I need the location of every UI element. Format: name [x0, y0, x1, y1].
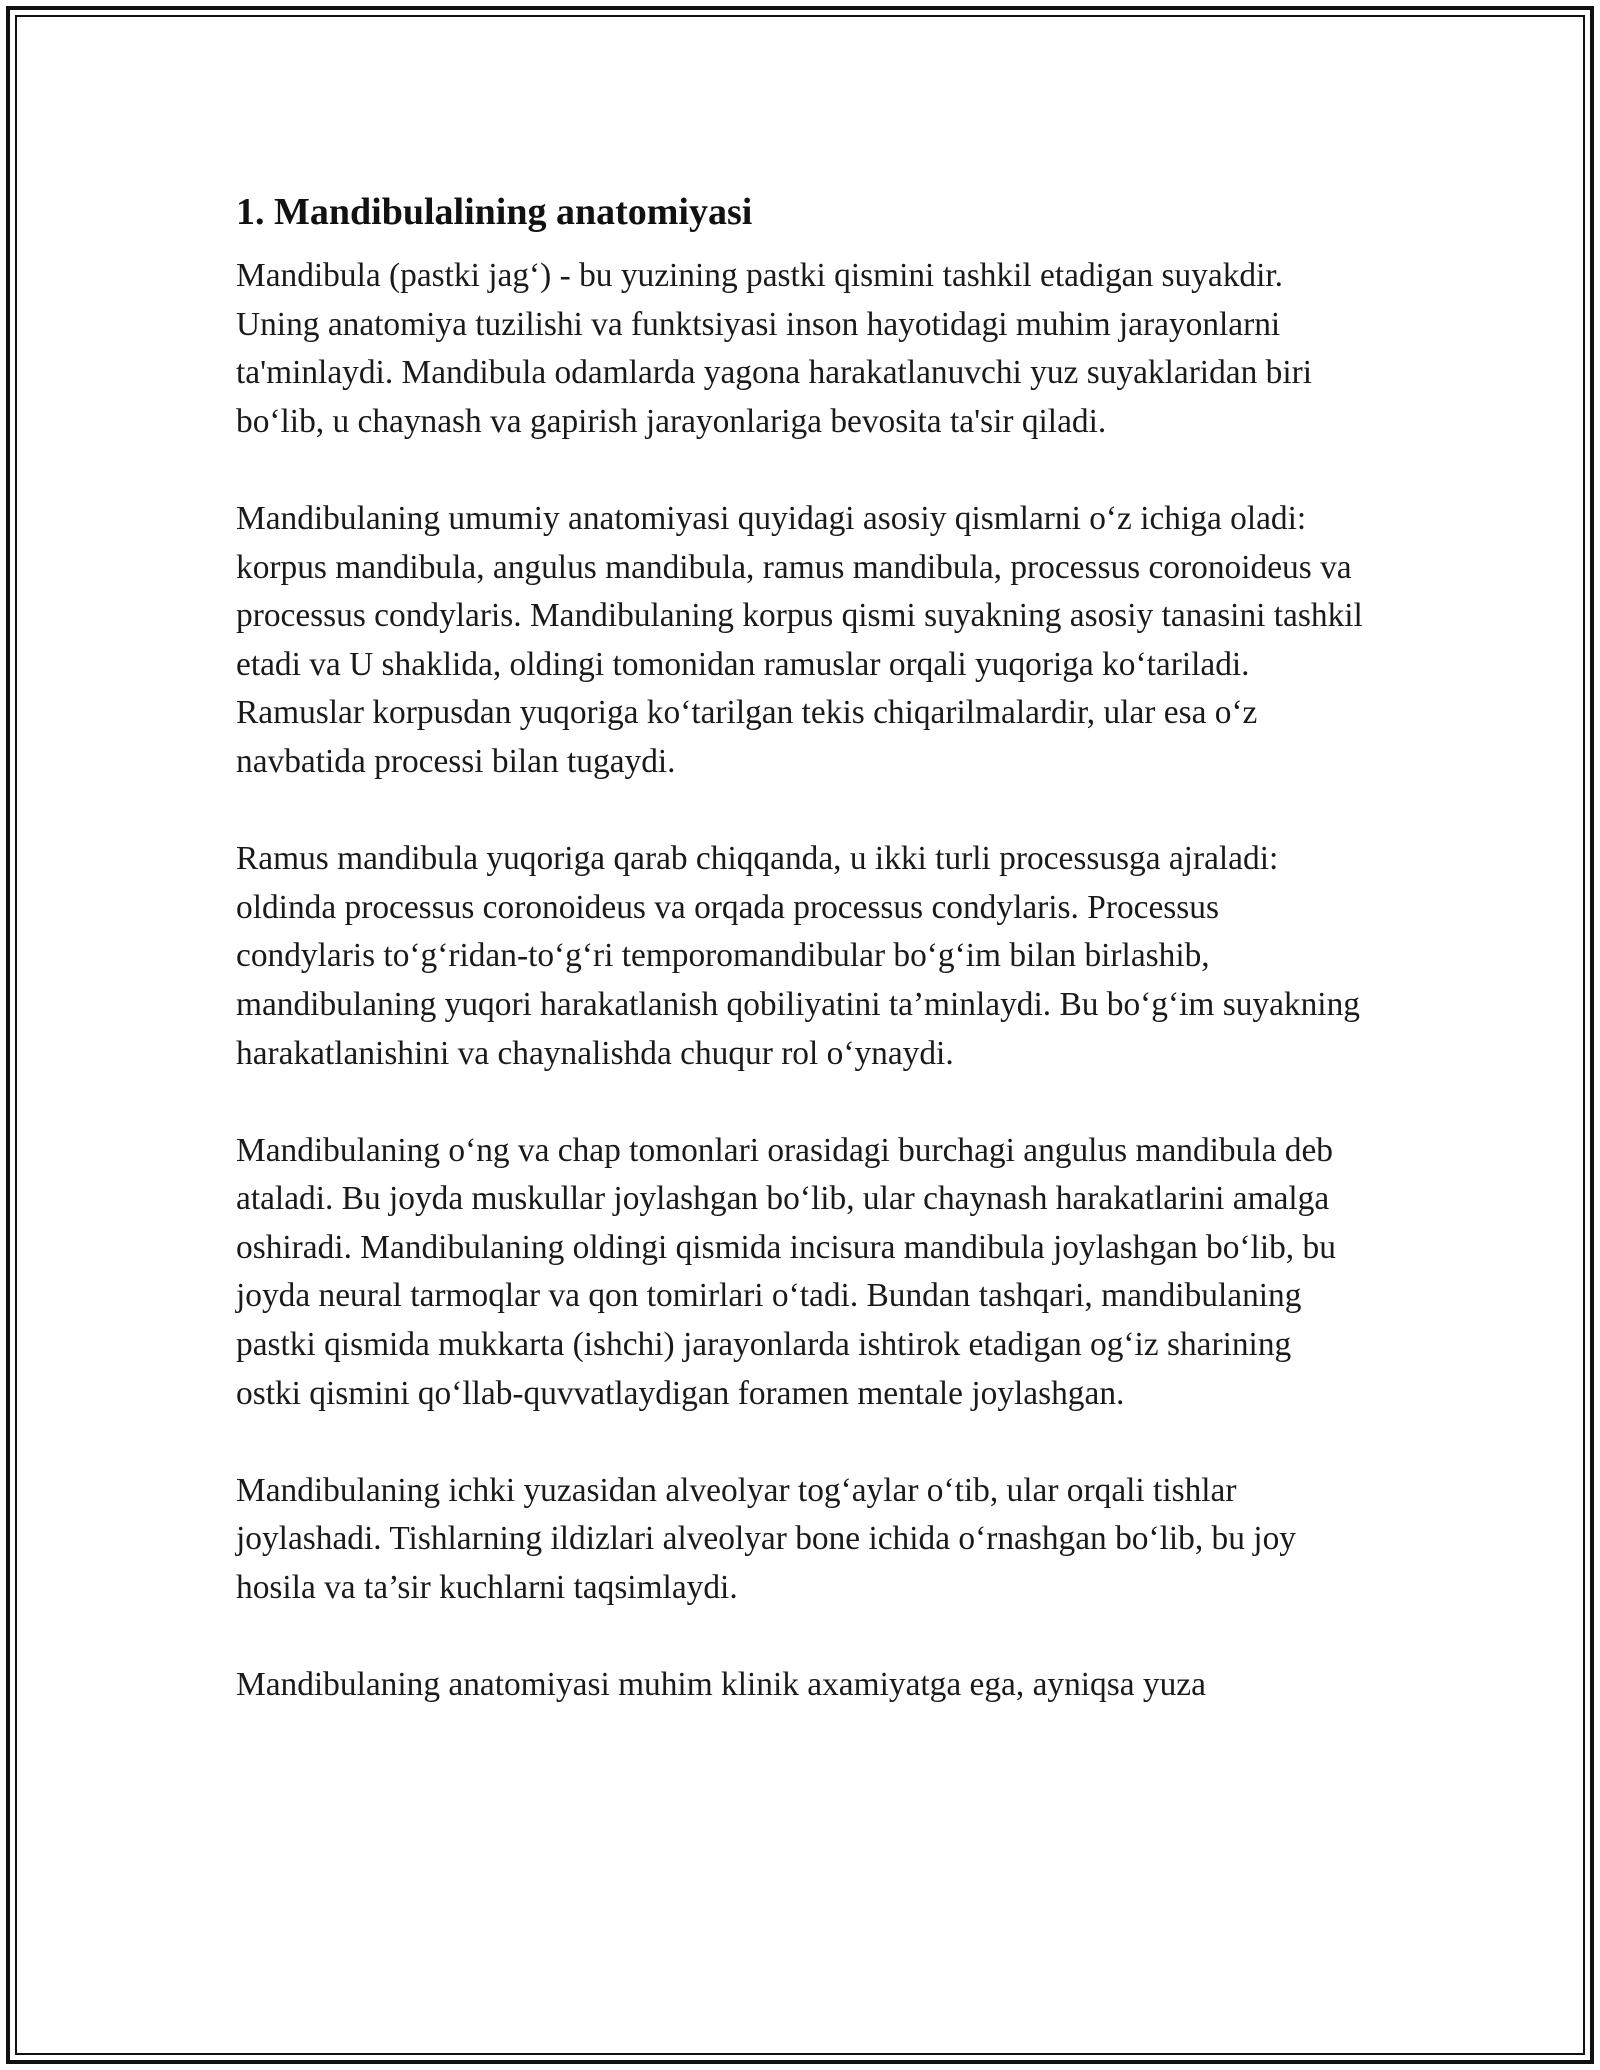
section-heading: 1. Mandibulalining anatomiyasi [236, 191, 753, 233]
paragraph-4: Mandibulaning o‘ng va chap tomonlari orasidagi burchagi angulus mandibula deb ataladi. Bu joyda muskullar joylashgan bo‘lib, ular chaynash harakatlarini amalga oshiradi. Mandibulaning oldingi qismida incisura mandibula joylashgan bo‘lib, bu joyda neural tarmoqlar va qon tomirlari o‘tadi. Bundan tashqari, mandibulaning pastki qismida mukkarta (ishchi) jarayonlarda ishtirok etadigan og‘iz sharining ostki qismini qo‘llab-quvvatlaydigan foramen mentale joylashgan. [236, 1131, 1336, 1412]
paragraph-3: Ramus mandibula yuqoriga qarab chiqqanda, u ikki turli processusga ajraladi: oldinda processus coronoideus va orqada processus condylaris. Processus condylaris to‘g‘ridan-to‘g‘ri temporomandibular bo‘g‘im bilan birlashib, mandibulaning yuqori harakatlanish qobiliyatini ta’minlaydi. Bu bo‘g‘im suyakning harakatlanishini va chaynalishda chuqur rol o‘ynaydi. [236, 840, 1360, 1072]
document-body [236, 186, 1364, 1710]
paragraph-6: Mandibulaning anatomiyasi muhim klinik axamiyatga ega, ayniqsa yuza [236, 1666, 1206, 1704]
paragraph-5: Mandibulaning ichki yuzasidan alveolyar tog‘aylar o‘tib, ular orqali tishlar joylashadi. Tishlarning ildizlari alveolyar bone ichida o‘rnashgan bo‘lib, bu joy hosila va ta’sir kuchlarni taqsimlaydi. [236, 1471, 1296, 1607]
paragraph-2: Mandibulaning umumiy anatomiyasi quyidagi asosiy qismlarni o‘z ichiga oladi: korpus mandibula, angulus mandibula, ramus mandibula, processus coronoideus va processus condylaris. Mandibulaning korpus qismi suyakning asosiy tanasini tashkil etadi va U shaklida, oldingi tomonidan ramuslar orqali yuqoriga ko‘tariladi. Ramuslar korpusdan yuqoriga ko‘tarilgan tekis chiqarilmalardir, ular esa o‘z navbatida processi bilan tugaydi. [236, 499, 1363, 780]
paragraph-1: Mandibula (pastki jag‘) - bu yuzining pastki qismini tashkil etadigan suyakdir. Uning anatomiya tuzilishi va funktsiyasi inson hayotidagi muhim jarayonlarni ta'minlaydi. Mandibula odamlarda yagona harakatlanuvchi yuz suyaklaridan biri bo‘lib, u chaynash va gapirish jarayonlariga bevosita ta'sir qiladi. [236, 257, 1313, 440]
